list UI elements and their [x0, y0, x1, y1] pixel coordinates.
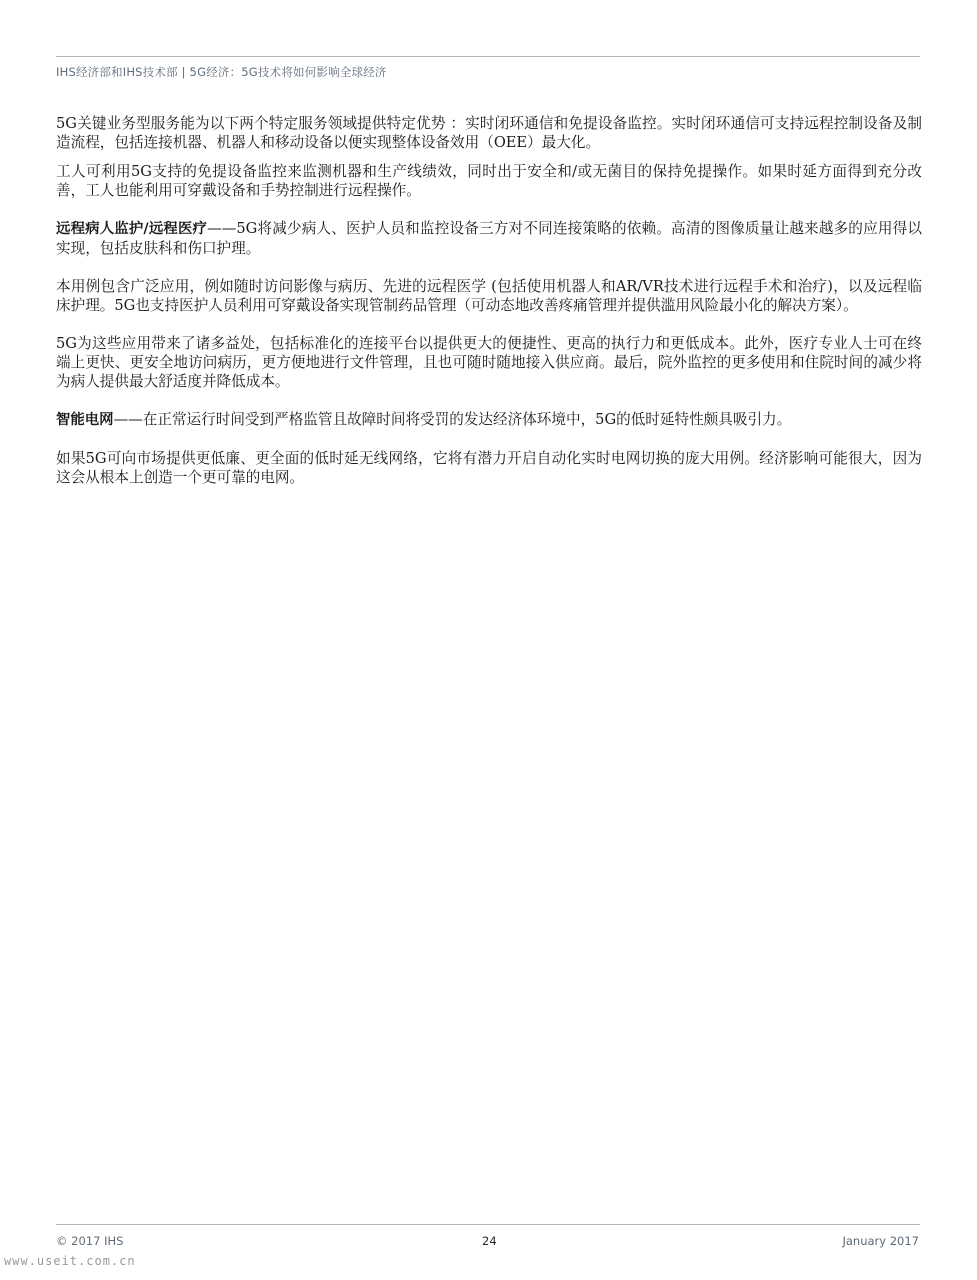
publication-date: January 2017 [842, 1234, 919, 1248]
paragraph-smart-grid [56, 410, 922, 430]
paragraph-2 [56, 162, 922, 200]
paragraph-1 [56, 114, 922, 152]
smart-grid-heading: 智能电网 [56, 412, 114, 428]
watermark: www.useit.com.cn [4, 1254, 136, 1268]
paragraph-1-text: 5G关键业务型服务能为以下两个特定服务领域提供特定优势 ：实时闭环通信和免提设备监控。实时闭环通信可支持远程控制设备及制造流程，包括连接机器、机器人和移动设备以便实现整体设备效用（OEE）最大化。 [56, 115, 922, 151]
footer-rule [56, 1224, 920, 1225]
paragraph-7 [56, 449, 922, 487]
body-text [56, 114, 922, 497]
remote-healthcare-text: ——5G将减少病人、医护人员和监控设备三方对不同连接策略的依赖。高清的图像质量让越来越多的应用得以实现，包括皮肤科和伤口护理。 [56, 220, 922, 257]
remote-healthcare-heading: 远程病人监护/远程医疗 [56, 221, 208, 237]
paragraph-4 [56, 277, 922, 315]
page-number: 24 [482, 1234, 497, 1248]
paragraph-4-text: 本用例包含广泛应用，例如随时访问影像与病历、先进的远程医学 (包括使用机器人和AR/VR技术进行远程手术和治疗)，以及远程临床护理。5G也支持医护人员利用可穿戴设备实现管制药品管理（可动态地改善疼痛管理并提供滥用风险最小化的解决方案）。 [56, 278, 922, 314]
copyright: © 2017 IHS [56, 1234, 124, 1248]
paragraph-5-text: 5G为这些应用带来了诸多益处，包括标准化的连接平台以提供更大的便捷性、更高的执行力和更低成本。此外，医疗专业人士可在终端上更快、更安全地访问病历，更方便地进行文件管理，且也可随时随地接入供应商。最后，院外监控的更多使用和住院时间的减少将为病人提供最大舒适度并降低成本。 [56, 335, 922, 390]
paragraph-7-text: 如果5G可向市场提供更低廉、更全面的低时延无线网络，它将有潜力开启自动化实时电网切换的庞大用例。经济影响可能很大，因为这会从根本上创造一个更可靠的电网。 [56, 450, 922, 486]
paragraph-remote-healthcare [56, 219, 922, 258]
paragraph-2-text: 工人可利用5G支持的免提设备监控来监测机器和生产线绩效，同时出于安全和/或无菌目的保持免提操作。如果时延方面得到充分改善，工人也能利用可穿戴设备和手势控制进行远程操作。 [56, 163, 922, 199]
smart-grid-text: ——在正常运行时间受到严格监管且故障时间将受罚的发达经济体环境中，5G的低时延特性颇具吸引力。 [113, 411, 792, 428]
paragraph-5 [56, 334, 922, 391]
running-header: IHS经济部和IHS技术部 | 5G经济：5G技术将如何影响全球经济 [56, 65, 387, 79]
header-rule [56, 56, 920, 57]
